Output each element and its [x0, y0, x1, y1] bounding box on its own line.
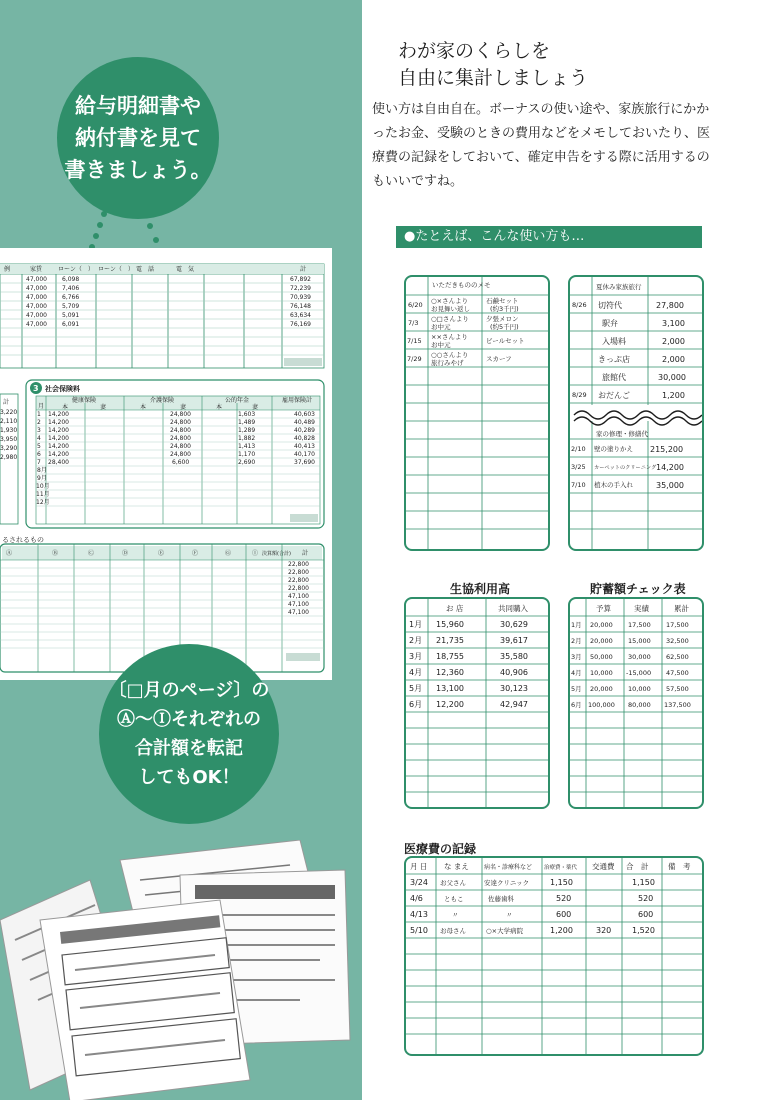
- cell: 22,800: [288, 569, 309, 576]
- memo-date: 2/10: [571, 445, 586, 453]
- cell: 4: [37, 435, 41, 442]
- cell: 〃: [452, 911, 459, 919]
- sub-head: 妻: [252, 404, 259, 411]
- memo-from: ○□さんより: [431, 315, 469, 323]
- cell: 76,148: [290, 303, 311, 310]
- cell: 1,489: [238, 419, 256, 426]
- col-head: 共同購入: [498, 604, 528, 613]
- cell: 20,000: [590, 621, 613, 629]
- tip-line: Ⓐ～Ⓘそれぞれの: [117, 709, 261, 730]
- memo-item: (約3千円): [490, 305, 519, 313]
- col-head: Ⓓ: [122, 550, 129, 557]
- cell: 1,603: [238, 411, 256, 418]
- cell: 40,906: [500, 668, 528, 677]
- month-label: 1月: [571, 621, 582, 629]
- tip-bubble-top: [57, 57, 219, 219]
- memo-from: お見舞い返し: [431, 305, 470, 313]
- col-head: ローン（ ）: [58, 266, 94, 273]
- cell: 30,123: [500, 684, 528, 693]
- cell: 70,939: [290, 294, 311, 301]
- cell: 72,239: [290, 285, 311, 292]
- cell: 3,220: [0, 409, 18, 416]
- tip-line: 納付書を見て: [75, 126, 201, 150]
- tip-line: 合計額を転記: [135, 738, 243, 759]
- col-head: な まえ: [444, 862, 469, 871]
- cell: 12,200: [436, 700, 464, 709]
- cell: 4/6: [410, 894, 423, 903]
- cell: 63,634: [290, 312, 311, 319]
- memo-date: 8/26: [572, 301, 587, 309]
- example-banner: ●たとえば、こんな使い方も…: [396, 226, 702, 248]
- cell: 40,413: [294, 443, 315, 450]
- medical-record-form: [404, 856, 704, 1056]
- savings-title: 貯蓄額チェック表: [590, 582, 686, 596]
- cell: 10,000: [590, 669, 613, 677]
- cell: 2,110: [0, 418, 18, 425]
- cell: 〃: [506, 911, 513, 919]
- cell: 47,000: [26, 321, 47, 328]
- memo-item: 入場料: [602, 337, 626, 346]
- gift-memo-form: [404, 275, 550, 551]
- scattered-receipts-illustration: [0, 840, 362, 1100]
- sample-ledger-sheet: [0, 248, 332, 680]
- tip-line: 書きましょう。: [64, 158, 212, 182]
- cell: 47,100: [288, 601, 309, 608]
- cell: 7,406: [62, 285, 80, 292]
- month-label: 3月: [409, 652, 423, 661]
- cell: 14,200: [48, 451, 69, 458]
- col-head: 病名・診療科など: [484, 864, 533, 871]
- col-head: Ⓑ: [52, 550, 59, 557]
- cell: 7: [37, 459, 41, 466]
- cell: ○×大学病院: [486, 927, 524, 935]
- cell: 100,000: [588, 701, 615, 709]
- col-head: Ⓘ: [252, 550, 259, 557]
- col-head: 例: [4, 266, 11, 273]
- cell: 47,000: [26, 276, 47, 283]
- memo-item: 壁の塗りかえ: [594, 445, 633, 453]
- memo-from: お中元: [431, 341, 451, 349]
- cell: 50,000: [590, 653, 613, 661]
- memo-date: 7/3: [408, 319, 419, 327]
- cell: 24,800: [170, 451, 191, 458]
- coop-usage-form: [404, 597, 550, 809]
- memo-amount: 1,200: [662, 391, 685, 400]
- col-head: 電 話: [136, 266, 155, 273]
- col-head: 交通費: [592, 862, 615, 871]
- section-title: 社会保険料: [45, 385, 80, 393]
- cell: 15,000: [628, 637, 651, 645]
- memo-from: ××さんより: [431, 333, 468, 341]
- cell: 18,755: [436, 652, 464, 661]
- col-head: 計: [302, 550, 309, 557]
- cell: 80,000: [628, 701, 651, 709]
- cell: 22,800: [288, 577, 309, 584]
- cell: ともこ: [444, 895, 464, 903]
- cell: 2,980: [0, 454, 18, 461]
- cell: 20,000: [590, 637, 613, 645]
- cell: 4/13: [410, 910, 428, 919]
- cell: 37,690: [294, 459, 315, 466]
- cell: 1,150: [550, 878, 573, 887]
- memo-header: 家の修理・修繕代: [596, 430, 648, 438]
- cell: 佐藤歯科: [488, 895, 514, 903]
- month-label: 3月: [571, 653, 582, 661]
- memo-header: いただきもののメモ: [432, 281, 491, 289]
- left-panel: [0, 0, 362, 1100]
- memo-item: 植木の手入れ: [594, 481, 633, 489]
- intro-text: 使い方は自由自在。ボーナスの使い途や、家族旅行にかかったお金、受験のときの費用などをメモしておいたり、医療費の記録をしておいて、確定申告をする際に活用するのもいいですね。: [372, 102, 711, 189]
- cell: 6,600: [172, 459, 190, 466]
- col-head: 月 日: [410, 862, 428, 871]
- cell: 10月: [36, 483, 50, 490]
- memo-item: スカーフ: [486, 355, 512, 363]
- cell: 3,290: [0, 445, 18, 452]
- cell: 40,289: [294, 427, 315, 434]
- memo-amount: 30,000: [658, 373, 686, 382]
- col-head: Ⓐ: [6, 550, 13, 557]
- tip-line: 給与明細書や: [75, 94, 201, 118]
- memo-date: 8/29: [572, 391, 587, 399]
- memo-amount: 35,000: [656, 481, 684, 490]
- cell: 600: [638, 910, 654, 919]
- col-head: 雇用保険: [282, 397, 307, 404]
- cell: 14,200: [48, 411, 69, 418]
- col-head: 家賃: [30, 266, 43, 273]
- sub-head: 妻: [180, 404, 187, 411]
- cell: 320: [596, 926, 612, 935]
- cell: 30,000: [628, 653, 651, 661]
- memo-item: (約5千円): [490, 323, 519, 331]
- cell: 24,800: [170, 427, 191, 434]
- memo-amount: 3,100: [662, 319, 685, 328]
- memo-amount: 14,200: [656, 463, 684, 472]
- col-head: 計: [306, 397, 313, 404]
- cell: 47,100: [288, 609, 309, 616]
- medical-grid: [406, 858, 702, 1054]
- cell: 62,500: [666, 653, 689, 661]
- col-head: Ⓔ: [158, 550, 165, 557]
- cell: 40,170: [294, 451, 315, 458]
- cell: 22,800: [288, 585, 309, 592]
- cell: 14,200: [48, 435, 69, 442]
- cell: 10,000: [628, 685, 651, 693]
- page-heading: [398, 38, 588, 92]
- col-head: 電 気: [176, 266, 195, 273]
- cell: 1: [37, 411, 41, 418]
- memo-from: お中元: [431, 323, 451, 331]
- cell: 1,150: [632, 878, 655, 887]
- memo-date: 7/15: [407, 337, 422, 345]
- cell: 12,360: [436, 668, 464, 677]
- cell: お母さん: [440, 927, 466, 935]
- tip-line: 〔□月のページ〕の: [108, 680, 270, 701]
- cell: 9月: [37, 475, 47, 482]
- memo-date: 6/20: [408, 301, 423, 309]
- cell: 24,800: [170, 411, 191, 418]
- right-panel: [362, 0, 760, 1100]
- memo-amount: 215,200: [650, 445, 684, 454]
- memo-grid: [406, 277, 548, 549]
- cell: 47,000: [26, 303, 47, 310]
- month-label: 6月: [571, 701, 582, 709]
- cell: 14,200: [48, 419, 69, 426]
- cell: 1,882: [238, 435, 256, 442]
- cell: 21,735: [436, 636, 464, 645]
- cell: 28,400: [48, 459, 69, 466]
- month-label: 4月: [409, 668, 423, 677]
- cell: 17,500: [628, 621, 651, 629]
- receipt-slip: [40, 900, 250, 1100]
- cell: 6,766: [62, 294, 80, 301]
- cell: 6: [37, 451, 41, 458]
- sub-head: 本: [62, 404, 69, 411]
- coop-grid: [406, 599, 548, 807]
- cell: 57,500: [666, 685, 689, 693]
- col-head: 累計: [674, 604, 689, 613]
- month-label: 2月: [571, 637, 582, 645]
- tip-line: してもOK！: [138, 767, 240, 788]
- cell: 39,617: [500, 636, 528, 645]
- memo-item: カーペットのクリーニング: [594, 465, 657, 471]
- col-head: 合 計: [626, 862, 649, 871]
- memo-date: 7/29: [407, 355, 422, 363]
- col-head: 介護保険: [150, 397, 175, 404]
- memo-item: 駅弁: [602, 319, 618, 328]
- memo-grid: [570, 277, 702, 549]
- col-head: 月: [38, 403, 45, 410]
- month-label: 6月: [409, 700, 423, 709]
- cell: 1,520: [632, 926, 655, 935]
- savings-grid: [570, 599, 702, 807]
- col-head: 実績: [634, 604, 649, 613]
- section-number: 3: [33, 384, 39, 393]
- col-head: ローン（ ）: [98, 266, 134, 273]
- cell: 2: [37, 419, 41, 426]
- cell: 40,603: [294, 411, 315, 418]
- cell: 42,947: [500, 700, 528, 709]
- heading-line: わが家のくらしを: [398, 40, 551, 62]
- col-head: Ⓒ: [88, 550, 95, 557]
- memo-amount: 27,800: [656, 301, 684, 310]
- cell: 67,892: [290, 276, 311, 283]
- tip-bubble-bottom: [99, 644, 279, 824]
- cell: 11月: [36, 491, 50, 498]
- section-title: るされるもの: [2, 536, 44, 544]
- col-head: 公的年金: [225, 397, 250, 404]
- cell: 5/10: [410, 926, 428, 935]
- cell: 2,690: [238, 459, 256, 466]
- memo-from: ○×さんより: [431, 297, 469, 305]
- cell: 47,500: [666, 669, 689, 677]
- cell: 14,200: [48, 443, 69, 450]
- memo-date: 3/25: [571, 463, 586, 471]
- cell: 24,800: [170, 435, 191, 442]
- memo-date: 7/10: [571, 481, 586, 489]
- cell: 600: [556, 910, 572, 919]
- memo-item: 旅館代: [602, 373, 626, 382]
- savings-check-form: [568, 597, 704, 809]
- col-head: 備 考: [668, 862, 691, 871]
- coop-title: 生協利用高: [450, 582, 511, 596]
- memo-item: 石鹸セット: [486, 297, 519, 305]
- trip-expense-form: [568, 275, 704, 551]
- cell: 8月: [37, 467, 47, 474]
- cell: お父さん: [440, 879, 466, 887]
- month-label: 4月: [571, 669, 582, 677]
- cell: 6,098: [62, 276, 80, 283]
- cell: 24,800: [170, 443, 191, 450]
- month-label: 5月: [571, 685, 582, 693]
- cell: 5,709: [62, 303, 80, 310]
- col-head: お 店: [446, 604, 464, 613]
- cell: 76,169: [290, 321, 311, 328]
- month-label: 1月: [409, 620, 423, 629]
- memo-item: きっぷ店: [598, 355, 630, 364]
- memo-item: おだんご: [598, 391, 630, 400]
- memo-item: ビールセット: [486, 337, 525, 345]
- col-head: 健康保険: [72, 397, 97, 404]
- col-head: 計: [300, 266, 307, 273]
- cell: 40,828: [294, 435, 315, 442]
- cell: 22,800: [288, 561, 309, 568]
- col-head: 決算額(合計): [262, 551, 291, 557]
- medical-title: 医療費の記録: [404, 842, 477, 856]
- cell: 6,091: [62, 321, 80, 328]
- col-head: Ⓖ: [225, 550, 232, 557]
- memo-item: 夕張メロン: [486, 315, 519, 323]
- heading-line: 自由に集計しましょう: [398, 67, 589, 89]
- cell: 32,500: [666, 637, 689, 645]
- memo-from: ○○さんより: [431, 351, 469, 359]
- cell: 13,100: [436, 684, 464, 693]
- cell: 17,500: [666, 621, 689, 629]
- memo-amount: 2,000: [662, 337, 685, 346]
- cell: 47,000: [26, 312, 47, 319]
- col-head: Ⓕ: [192, 550, 199, 557]
- cell: 15,960: [436, 620, 464, 629]
- cell: -15,000: [626, 669, 652, 677]
- cell: 520: [638, 894, 654, 903]
- cell: 1,413: [238, 443, 256, 450]
- cell: 3/24: [410, 878, 428, 887]
- month-label: 5月: [409, 684, 423, 693]
- cell: 計: [3, 399, 10, 406]
- cell: 5: [37, 443, 41, 450]
- cell: 20,000: [590, 685, 613, 693]
- cell: 14,200: [48, 427, 69, 434]
- memo-amount: 2,000: [662, 355, 685, 364]
- col-head: 治療費・薬代: [544, 865, 578, 871]
- cell: 3,950: [0, 436, 18, 443]
- cell: 47,000: [26, 285, 47, 292]
- cell: 47,000: [26, 294, 47, 301]
- cell: 1,170: [238, 451, 256, 458]
- month-label: 2月: [409, 636, 423, 645]
- cell: 520: [556, 894, 572, 903]
- cell: 1,200: [550, 926, 573, 935]
- sub-head: 本: [216, 404, 223, 411]
- cell: 40,489: [294, 419, 315, 426]
- sub-head: 本: [140, 404, 147, 411]
- cell: 1,930: [0, 427, 18, 434]
- memo-header: 夏休み家族旅行: [596, 283, 642, 291]
- cell: 137,500: [664, 701, 691, 709]
- col-head: 予算: [596, 604, 611, 613]
- memo-item: 切符代: [598, 301, 622, 310]
- cell: 30,629: [500, 620, 528, 629]
- cell: 12月: [36, 499, 50, 506]
- cell: 5,091: [62, 312, 80, 319]
- cell: 安達クリニック: [484, 879, 530, 887]
- ledger-grid: [0, 248, 332, 680]
- cell: 3: [37, 427, 41, 434]
- cell: 47,100: [288, 593, 309, 600]
- cell: 24,800: [170, 419, 191, 426]
- cell: 1,289: [238, 427, 256, 434]
- memo-from: 旅行みやげ: [431, 359, 464, 367]
- sub-head: 妻: [100, 404, 107, 411]
- cell: 35,580: [500, 652, 528, 661]
